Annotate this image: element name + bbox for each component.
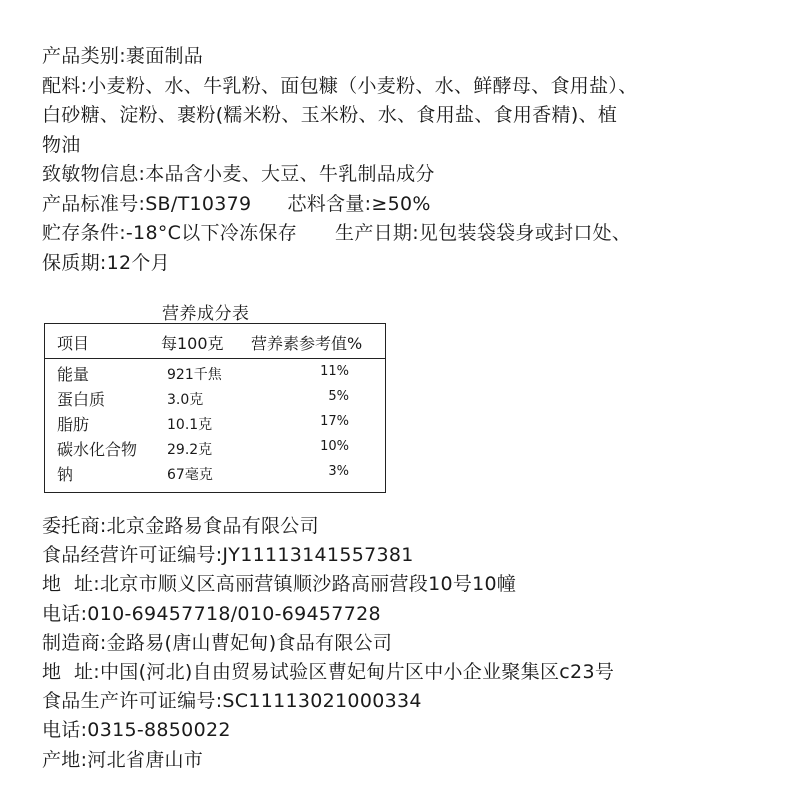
table-row bbox=[45, 410, 385, 435]
row-item: 碳水化合物 bbox=[57, 440, 138, 459]
storage-conditions: 贮存条件:-18°C以下冷冻保存 bbox=[42, 222, 298, 244]
client-company: 委托商:北京金路易食品有限公司 bbox=[42, 515, 319, 537]
nutrition-table-header bbox=[45, 324, 385, 359]
table-row bbox=[45, 385, 385, 410]
row-per100g: 29.2克 bbox=[167, 442, 213, 458]
place-of-origin: 产地:河北省唐山市 bbox=[42, 748, 204, 771]
row-nrv: 3% bbox=[328, 464, 349, 479]
row-nrv: 5% bbox=[328, 389, 349, 404]
production-license: 食品生产许可证编号:SC11113021000334 bbox=[42, 690, 422, 713]
standard-core-line bbox=[42, 190, 762, 220]
table-row bbox=[45, 435, 385, 460]
product-info-block bbox=[42, 42, 762, 278]
client-phone: 电话:010-69457718/010-69457728 bbox=[42, 602, 381, 625]
manufacturer: 制造商:金路易(唐山曹妃甸)食品有限公司 bbox=[42, 631, 393, 654]
header-per100g: 每100克 bbox=[161, 334, 224, 353]
row-nrv: 10% bbox=[320, 439, 349, 454]
row-item: 钠 bbox=[57, 465, 74, 484]
ingredients-line-2: 白砂糖、淀粉、裹粉(糯米粉、玉米粉、水、食用盐、食用香精)、植 bbox=[42, 104, 618, 126]
table-row bbox=[45, 360, 385, 385]
row-per100g: 67毫克 bbox=[167, 467, 213, 483]
production-date: 生产日期:见包装袋袋身或封口处、 bbox=[335, 222, 632, 244]
manufacturer-phone: 电话:0315-8850022 bbox=[42, 719, 231, 742]
row-per100g: 921千焦 bbox=[167, 367, 222, 383]
row-item: 脂肪 bbox=[57, 415, 90, 434]
row-per100g: 3.0克 bbox=[167, 392, 204, 408]
table-row bbox=[45, 460, 385, 485]
company-info-block bbox=[42, 512, 772, 775]
storage-date-line bbox=[42, 219, 762, 249]
product-category: 产品类别:裹面制品 bbox=[42, 45, 204, 67]
product-standard: 产品标准号:SB/T10379 bbox=[42, 192, 252, 215]
core-content: 芯料含量:≥50% bbox=[287, 192, 431, 215]
row-nrv: 11% bbox=[320, 364, 349, 379]
row-item: 蛋白质 bbox=[57, 390, 106, 409]
nutrition-table bbox=[44, 323, 386, 493]
header-item: 项目 bbox=[57, 334, 90, 353]
nutrition-table-body bbox=[45, 360, 385, 485]
business-license: 食品经营许可证编号:JY11113141557381 bbox=[42, 544, 414, 567]
ingredients-line-1: 配料:小麦粉、水、牛乳粉、面包糠（小麦粉、水、鲜酵母、食用盐）、 bbox=[42, 74, 638, 97]
ingredients-line-3: 物油 bbox=[42, 133, 81, 156]
nutrition-table-title: 营养成分表 bbox=[162, 304, 250, 324]
row-per100g: 10.1克 bbox=[167, 417, 213, 433]
shelf-life: 保质期:12个月 bbox=[42, 251, 170, 274]
header-nrv: 营养素参考值% bbox=[251, 334, 363, 353]
client-address: 地 址:北京市顺义区高丽营镇顺沙路高丽营段10号10幢 bbox=[42, 573, 517, 596]
row-nrv: 17% bbox=[320, 414, 349, 429]
manufacturer-address: 地 址:中国(河北)自由贸易试验区曹妃甸片区中小企业聚集区c23号 bbox=[42, 661, 615, 684]
row-item: 能量 bbox=[57, 365, 90, 384]
allergen-info: 致敏物信息:本品含小麦、大豆、牛乳制品成分 bbox=[42, 163, 435, 185]
